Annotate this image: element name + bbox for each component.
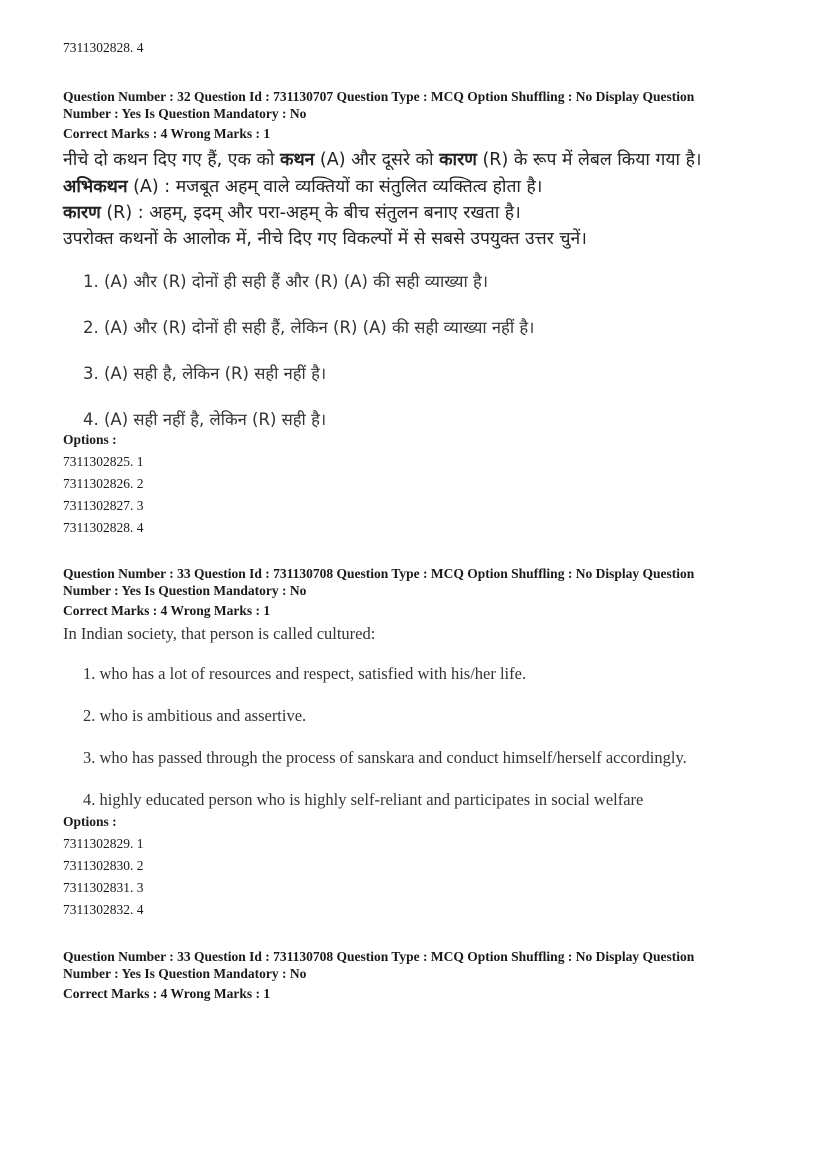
q32-choice-4: 4. (A) सही नहीं है, लेकिन (R) सही है। (83, 410, 327, 429)
q32-intro: नीचे दो कथन दिए गए हैं, एक को कथन (A) और दूसरे को कारण (R) के रूप में लेबल किया गया है। (63, 150, 702, 170)
q32-header-line1: Question Number : 32 Question Id : 731130707 Question Type : MCQ Option Shuffling : No Display Question (63, 89, 695, 104)
q32-option-2: 7311302826. 2 (63, 476, 144, 491)
q32-choice-3: 3. (A) सही है, लेकिन (R) सही नहीं है। (83, 364, 327, 383)
q33-choice-3: 3. who has passed through the process of sanskara and conduct himself/herself accordingly. (83, 748, 687, 767)
q32-assertion: अभिकथन (A) : मजबूत अहम् वाले व्यक्तियों का संतुलित व्यक्तित्व होता है। (63, 177, 543, 197)
q32-header-line2: Number : Yes Is Question Mandatory : No (63, 106, 307, 121)
q33-choice-2: 2. who is ambitious and assertive. (83, 706, 307, 725)
q32-choice-1: 1. (A) और (R) दोनों ही सही हैं और (R) (A) की सही व्याख्या है। (83, 272, 489, 291)
q32-marks: Correct Marks : 4 Wrong Marks : 1 (63, 126, 271, 141)
q33b-header-line2: Number : Yes Is Question Mandatory : No (63, 966, 307, 981)
q33-choice-1: 1. who has a lot of resources and respect, satisfied with his/her life. (83, 664, 527, 683)
q33-option-1: 7311302829. 1 (63, 836, 144, 851)
q33-option-2: 7311302830. 2 (63, 858, 144, 873)
q32-option-1: 7311302825. 1 (63, 454, 144, 469)
q33b-header-line1: Question Number : 33 Question Id : 731130708 Question Type : MCQ Option Shuffling : No Display Question (63, 949, 695, 964)
q33-header-line2: Number : Yes Is Question Mandatory : No (63, 583, 307, 598)
q32-options-label: Options : (63, 432, 117, 447)
previous-answer-line: 7311302828. 4 (63, 40, 144, 55)
q33-question: In Indian society, that person is called cultured: (63, 624, 376, 643)
q33-options-label: Options : (63, 814, 117, 829)
q33b-marks: Correct Marks : 4 Wrong Marks : 1 (63, 986, 271, 1001)
q32-option-3: 7311302827. 3 (63, 498, 144, 513)
q33-choice-4: 4. highly educated person who is highly self-reliant and participates in social welfare (83, 790, 644, 809)
q32-choice-2: 2. (A) और (R) दोनों ही सही हैं, लेकिन (R) (A) की सही व्याख्या नहीं है। (83, 318, 535, 337)
q33-marks: Correct Marks : 4 Wrong Marks : 1 (63, 603, 271, 618)
q32-instruction: उपरोक्त कथनों के आलोक में, नीचे दिए गए विकल्पों में से सबसे उपयुक्त उत्तर चुनें। (63, 229, 587, 249)
q33-header-line1: Question Number : 33 Question Id : 731130708 Question Type : MCQ Option Shuffling : No Display Question (63, 566, 695, 581)
q32-option-4: 7311302828. 4 (63, 520, 144, 535)
q33-option-4: 7311302832. 4 (63, 902, 144, 917)
q32-reason: कारण (R) : अहम्, इदम् और परा-अहम् के बीच संतुलन बनाए रखता है। (63, 203, 521, 223)
q33-option-3: 7311302831. 3 (63, 880, 144, 895)
